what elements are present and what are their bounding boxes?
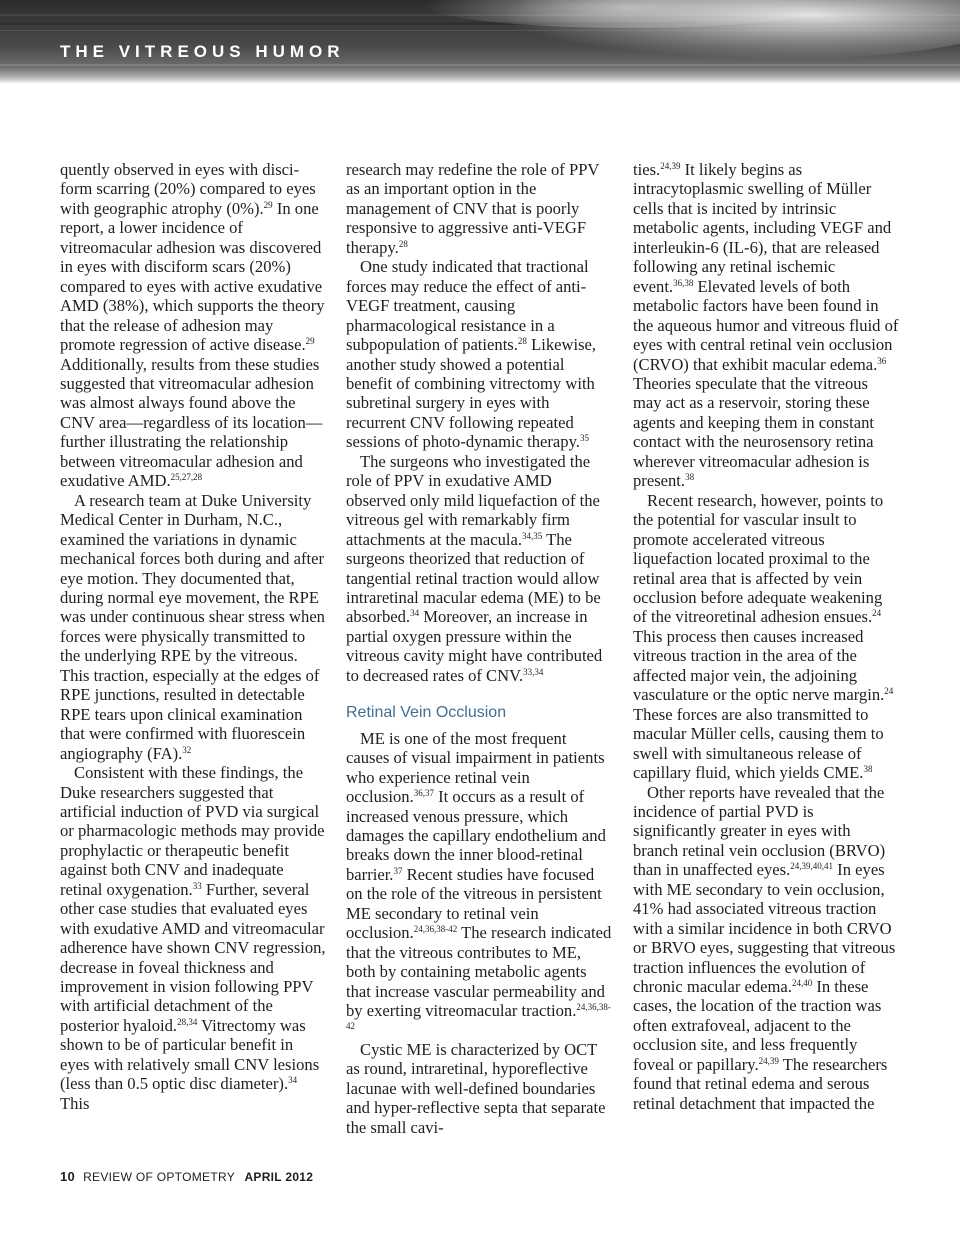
text-run: Likewise, another study showed a potential benefit of combining vitrectomy with subretinal surgery in eyes with recurrent CNV following repeated sessions of photo-dynamic therapy. — [346, 335, 597, 452]
paragraph — [60, 763, 326, 1113]
text-run: research may redefine the role of PPV as an important option in the management of CNV that is poorly responsive to aggressive anti-VEGF therapy. — [346, 160, 600, 257]
publication-name: REVIEW OF OPTOMETRY — [83, 1170, 235, 1184]
citation-ref: 24,36,38-42 — [413, 924, 458, 935]
citation-ref: 24,40 — [791, 978, 813, 989]
article-column-2 — [346, 160, 612, 1137]
subheading: Retinal Vein Occlusion — [346, 704, 507, 722]
text-run: quently observed in eyes with disci-form scarring (20%) compared to eyes with geographic atrophy (0%). — [60, 160, 316, 218]
text-run: It likely begins as intracytoplasmic swelling of Müller cells that is incited by intrinsic metabolic agents, including VEGF and interleukin-6 (IL-6), that are released following any retinal ischemic event. — [633, 160, 892, 296]
paragraph — [346, 1040, 612, 1137]
text-run: Cystic ME is characterized by OCT as round, intraretinal, hyporeflective lacunae with well-defined boundaries and hyper-reflective septa that separate the small cavi- — [346, 1039, 606, 1137]
text-run: This — [60, 1093, 90, 1113]
page-footer — [60, 1169, 313, 1184]
text-run: Vitrectomy was shown to be of particular benefit in eyes with relatively small CNV lesions (less than 0.5 optic disc diameter). — [60, 1015, 320, 1094]
text-run: This process then causes increased vitreous traction in the area of the affected major vein, the adjoining vasculature or the optic nerve margin. — [633, 626, 885, 705]
text-run: In these cases, the location of the traction was often extrafoveal, adjacent to the occlusion site, and less frequently foveal or papillary. — [633, 977, 882, 1074]
paragraph — [346, 452, 612, 685]
text-run: The surgeons who investigated the role of PPV in exudative AMD observed only mild liquefaction of the vitreous gel with remarkably firm attachments at the macula. — [346, 451, 600, 549]
text-run: Other reports have revealed that the incidence of partial PVD is significantly greater in eyes with branch retinal vein occlusion (BRVO) than in unaffected eyes. — [633, 782, 886, 880]
citation-ref: 36 — [877, 355, 887, 366]
text-run: The researchers found that retinal edema and serous retinal detachment that impacted the — [633, 1054, 888, 1113]
paragraph — [633, 160, 899, 491]
citation-ref: 28,34 — [177, 1016, 198, 1027]
text-run: The research indicated that the vitreous contributes to ME, both by containing metabolic agents that increase vascular permeability and by exerting vitreomacular traction. — [346, 923, 612, 1021]
text-run: Recent research, however, points to the potential for vascular insult to promote accelerated vitreous liquefaction located proximal to the retinal area that is affected by vein occlusion before adequate weakening of the vitreoretinal adhesion ensues. — [633, 490, 884, 627]
citation-ref: 34 — [410, 608, 420, 619]
citation-ref: 29 — [305, 336, 315, 347]
text-run: Theories speculate that the vitreous may act as a reservoir, storing these agents and keeping them in constant contact with the neurosensory retina wherever vitreomacular adhesion is present. — [633, 373, 875, 491]
citation-ref: 36,38 — [673, 277, 694, 288]
paragraph — [60, 491, 326, 763]
citation-ref: 24,39 — [758, 1055, 779, 1066]
text-run: In one report, a lower incidence of vitreomacular adhesion was discovered in eyes with disciform scars (20%) compared to eyes with active exudative AMD (38%), which supports the theory that the release of adhesion may promote regression of active disease. — [60, 198, 325, 355]
citation-ref: 24,39,40,41 — [790, 861, 834, 872]
text-run: A research team at Duke University Medical Center in Durham, N.C., examined the variations in dynamic mechanical forces both during and after eye motion. They documented that, during normal eye movement, the RPE was under continuous shear stress when forces were physically transmitted to the underlying RPE by the vitreous. This traction, especially at the edges of RPE junctions, resulted in detectable RPE tears upon clinical examination that were confirmed with fluorescein angiography (FA). — [60, 490, 325, 763]
citation-ref: 36,37 — [413, 788, 434, 799]
text-run: Further, several other case studies that evaluated eyes with exudative AMD and vitreomacular adherence have shown CNV regression, decrease in foveal thickness and improvement in vision following PPV with artificial detachment of the posterior hyaloid. — [60, 879, 326, 1035]
citation-ref: 38 — [863, 764, 873, 775]
citation-ref: 34 — [288, 1075, 298, 1086]
text-run: In eyes with ME secondary to vein occlusion, 41% had associated vitreous traction with a similar incidence in both CRVO or BRVO eyes, suggesting that vitreous traction influences the evolution of chronic macular edema. — [633, 860, 896, 997]
section-header: THE VITREOUS HUMOR — [60, 42, 345, 61]
text-run: The surgeons theorized that reduction of tangential retinal traction would allow intraretinal macular edema (ME) to be absorbed. — [346, 529, 601, 627]
text-run: Elevated levels of both metabolic factors have been found in the aqueous humor and vitreous fluid of eyes with central retinal vein occlusion (CRVO) that exhibit macular edema. — [633, 276, 899, 374]
citation-ref: 24,39 — [660, 161, 681, 171]
citation-ref: 33 — [192, 880, 202, 891]
citation-ref: 38 — [685, 472, 695, 483]
citation-ref: 28 — [398, 238, 408, 249]
paragraph — [346, 729, 612, 1040]
text-run: It occurs as a result of increased venous pressure, which damages the capillary endothelium and breaks down the inner blood-retinal barrier. — [346, 787, 606, 884]
paragraph — [633, 783, 899, 1114]
issue-date: APRIL 2012 — [244, 1170, 314, 1184]
text-run: ties. — [633, 160, 661, 179]
text-run: One study indicated that tractional forces may reduce the effect of anti-VEGF treatment, causing pharmacological resistance in a subpopulation of patients. — [346, 257, 589, 355]
article-column-3 — [633, 160, 899, 1113]
citation-ref: 29 — [263, 199, 273, 210]
citation-ref: 24 — [884, 686, 894, 697]
paragraph — [346, 160, 612, 257]
section-banner — [0, 0, 960, 84]
paragraph — [346, 257, 612, 452]
text-run: Consistent with these findings, the Duke researchers suggested that artificial induction of PVD via surgical or pharmacologic methods may provide prophylactic or therapeutic benefit against both CNV and inadequate retinal oxygenation. — [60, 763, 325, 899]
citation-ref: 32 — [182, 744, 192, 755]
citation-ref: 37 — [393, 865, 403, 876]
text-run: ME is one of the most frequent causes of visual impairment in patients who experience retinal vein occlusion. — [346, 728, 605, 807]
text-run: Moreover, an increase in partial oxygen pressure within the vitreous cavity might have contributed to decreased rates of CNV. — [346, 607, 603, 685]
citation-ref: 33,34 — [523, 666, 544, 677]
text-run: Additionally, results from these studies suggested that vitreomacular adhesion was almost always found above the CNV area—regardless of its location—further illustrating the relationship between vitreomacular adhesion and exudative AMD. — [60, 354, 323, 491]
citation-ref: 25,27,28 — [170, 472, 203, 483]
page-number: 10 — [60, 1169, 76, 1184]
article-column-1 — [60, 160, 326, 1113]
citation-ref: 24,36,38-42 — [346, 1002, 611, 1032]
citation-ref: 28 — [517, 336, 527, 347]
paragraph — [633, 491, 899, 783]
text-run: Recent studies have focused on the role of the vitreous in persistent ME secondary to retinal vein occlusion. — [346, 864, 602, 943]
citation-ref: 35 — [579, 433, 589, 444]
paragraph — [60, 160, 326, 491]
citation-ref: 24 — [872, 608, 882, 619]
citation-ref: 34,35 — [522, 530, 543, 541]
text-run: These forces are also transmitted to macular Müller cells, causing them to swell with simultaneous release of capillary fluid, which yields CME. — [633, 704, 884, 783]
